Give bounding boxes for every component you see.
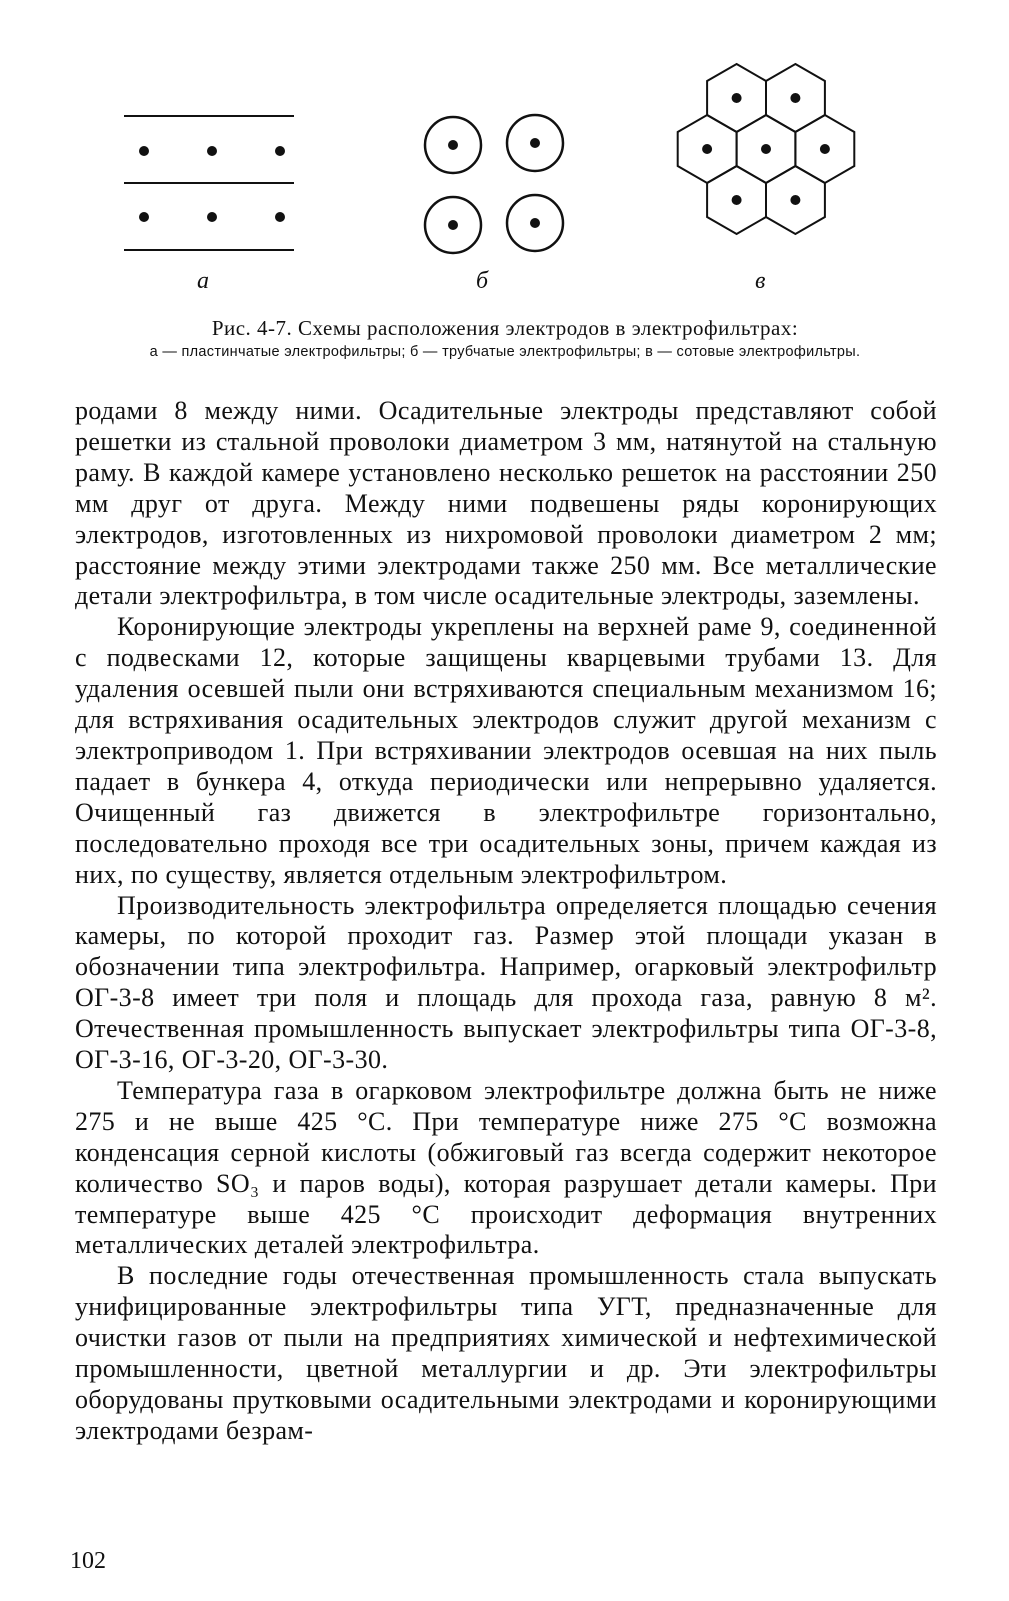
wire-dot [139,212,149,222]
diagram-honeycomb-electrodes [678,64,855,234]
body-text [75,396,937,1447]
wire-dot [702,144,712,154]
wire-dot [275,212,285,222]
wire-dot [207,212,217,222]
wire-dot [530,138,540,148]
subfigure-label-a: а [197,268,209,294]
paragraph: Коронирующие электроды укреплены на верхней раме 9, соединенной с подвесками 12, которые защищены кварцевыми трубами 13. Для удаления осевшей пыли они встряхиваются специальным механизмом 16; для встряхивания осадительных электродов служит другой механизм с электроприводом 1. При встряхивании электродов осевшая на них пыль падает в бункера 4, откуда периодически или непрерывно удаляется. Очищенный газ движется в электрофильтре горизонтально, последовательно проходя все три осадительных зоны, причем каждая из них, по существу, является отдельным электрофильтром. [75,612,937,889]
figure-electrode-schemes [0,0,1009,310]
figure-caption [78,316,932,362]
wire-dot [448,140,458,150]
wire-dot [732,195,742,205]
page-number: 102 [70,1548,106,1574]
paragraph: В последние годы отечественная промышленность стала выпускать унифицированные электрофильтры типа УГТ, предназначенные для очистки газов от пыли на предприятиях химической и нефтехимической промышленности, цветной металлургии и др. Эти электрофильтры оборудованы прутковыми осадительными электродами и коронирующими электродами безрам- [75,1261,937,1445]
wire-dot [790,195,800,205]
caption-legend: а — пластинчатые электрофильтры; б — трубчатые электрофильтры; в — сотовые электрофильтры. [149,344,861,360]
caption-title: Рис. 4-7. Схемы расположения электродов в электрофильтрах: [211,316,799,340]
wire-dot [275,146,285,156]
wire-dot [790,93,800,103]
diagram-plate-electrodes [124,116,294,250]
paragraph: Температура газа в огарковом электрофильтре должна быть не ниже 275 и не выше 425 °С. При температуре ниже 275 °С возможна конденсация серной кислоты (обжиговый газ всегда содержит некоторое количество SO₃ и паров воды), которая разрушает детали камеры. При температуре выше 425 °С происходит деформация внутренних металлических деталей электрофильтра. [75,1075,937,1260]
wire-dot [761,144,771,154]
diagram-tubular-electrodes [425,115,563,253]
subfigure-label-b: б [476,268,489,294]
paragraph: родами 8 между ними. Осадительные электроды представляют собой решетки из стальной проволоки диаметром 3 мм, натянутой на стальную раму. В каждой камере установлено несколько решеток на расстоянии 250 мм друг от друга. Между ними подвешены ряды коронирующих электродов, изготовленных из нихромовой проволоки диаметром 2 мм; расстояние между этими электродами также 250 мм. Все металлические детали электрофильтра, в том числе осадительные электроды, заземлены. [75,396,937,611]
wire-dot [139,146,149,156]
wire-dot [448,220,458,230]
subfigure-label-c: в [755,268,766,294]
paragraph: Производительность электрофильтра определяется площадью сечения камеры, по которой проходит газ. Размер этой площади указан в обозначении типа электрофильтра. Например, огарковый электрофильтр ОГ-3-8 имеет три поля и площадь для прохода газа, равную 8 м². Отечественная промышленность выпускает электрофильтры типа ОГ-3-8, ОГ-3-16, ОГ-3-20, ОГ-3-30. [75,890,937,1075]
wire-dot [732,93,742,103]
wire-dot [820,144,830,154]
figure-drawing [0,0,1009,310]
wire-dot [207,146,217,156]
wire-dot [530,218,540,228]
